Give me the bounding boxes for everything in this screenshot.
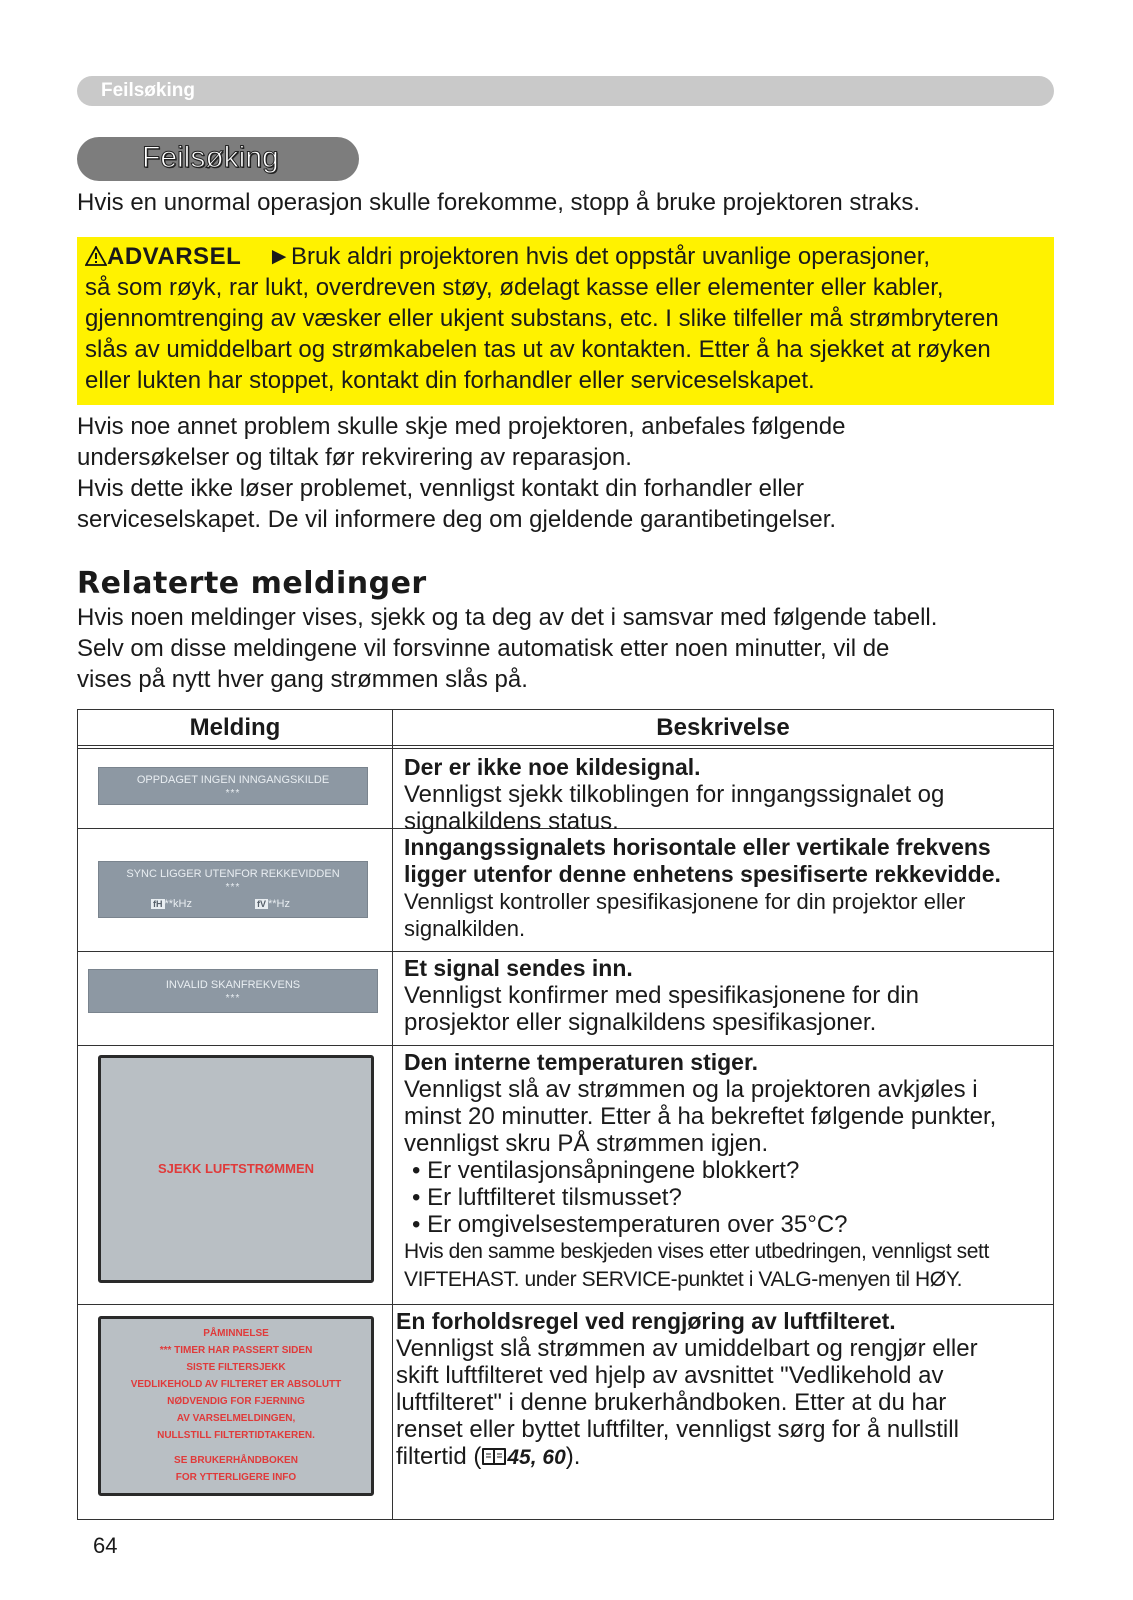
row-divider — [78, 1045, 1053, 1046]
osd-text: SISTE FILTERSJEKK — [186, 1362, 286, 1373]
paragraph-advice-line: serviceselskapet. De vil informere deg om gjeldende garantibetingelser. — [77, 506, 837, 533]
osd-text: AV VARSELMELDINGEN, — [176, 1413, 296, 1424]
warning-triangle-icon — [85, 246, 107, 266]
description-line: Vennligst sjekk tilkoblingen for inngangssignalet og — [404, 781, 945, 808]
description-text: ). — [565, 1443, 581, 1470]
osd-fh-readout — [151, 897, 192, 911]
paragraph-advice — [77, 411, 845, 535]
osd-fv-readout — [255, 897, 290, 911]
bullet-item: • Er ventilasjonsåpningene blokkert? — [412, 1157, 800, 1184]
osd-text: PÅMINNELSE — [203, 1328, 269, 1339]
osd-filter-reminder-screenshot — [98, 1316, 374, 1496]
page-reference-link[interactable]: 45, 60 — [507, 1446, 566, 1469]
warning-text-4: slås av umiddelbart og strømkabelen tas ut av kontakten. Etter å ha sjekket at røyken — [85, 336, 991, 363]
book-reference-icon — [481, 1445, 507, 1467]
warning-label: ADVARSEL — [107, 243, 242, 270]
description-line-with-ref — [396, 1443, 1036, 1471]
description-line: Vennligst slå av strømmen og la projektoren avkjøles i — [404, 1076, 978, 1103]
warning-text-2: så som røyk, rar lukt, overdreven støy, ødelagt kasse eller elementer eller kabler, — [85, 274, 944, 301]
osd-text: **Hz — [268, 898, 291, 910]
bullet-item: • Er luftfilteret tilsmusset? — [412, 1184, 682, 1211]
description-title: En forholdsregel ved rengjøring av luftfilteret. — [396, 1308, 896, 1334]
osd-text: SYNC LIGGER UTENFOR REKKEVIDDEN — [126, 868, 340, 880]
description-text: filtertid ( — [396, 1443, 482, 1470]
warning-text-3: gjennomtrenging av væsker eller ukjent substans, etc. I slike tilfeller må strømbryteren — [85, 305, 999, 332]
osd-text: NØDVENDIG FOR FJERNING — [167, 1396, 305, 1407]
table-header-row — [78, 710, 1053, 746]
osd-text: *** — [225, 993, 241, 1004]
description-line: signalkilden. — [404, 916, 526, 941]
osd-text: **kHz — [164, 898, 193, 910]
description-title: Der er ikke noe kildesignal. — [404, 754, 701, 780]
fv-icon: fV — [257, 899, 266, 909]
running-header-label: Feilsøking — [101, 80, 195, 101]
messages-table — [77, 709, 1054, 1520]
fh-icon: fH — [153, 899, 163, 909]
osd-check-airflow-screenshot — [98, 1055, 374, 1283]
table-row-description — [404, 955, 1044, 1036]
intro-text: Hvis en unormal operasjon skulle forekomme, stopp å bruke projektoren straks. — [77, 189, 921, 216]
table-row-description — [404, 834, 1044, 942]
warning-text-5: eller lukten har stoppet, kontakt din forhandler eller serviceselskapet. — [85, 367, 815, 394]
page-title-pill — [77, 137, 359, 181]
description-line: Vennligst slå strømmen av umiddelbart og rengjør eller — [396, 1335, 978, 1362]
row-divider — [78, 951, 1053, 952]
osd-text: *** TIMER HAR PASSERT SIDEN — [159, 1345, 313, 1356]
osd-text: OPPDAGET INGEN INNGANGSKILDE — [136, 774, 330, 786]
osd-text: SJEKK LUFTSTRØMMEN — [158, 1161, 314, 1176]
description-line: minst 20 minutter. Etter å ha bekreftet følgende punkter, — [404, 1103, 997, 1130]
osd-sync-out-of-range-screenshot — [98, 861, 368, 918]
paragraph-advice-line: Hvis dette ikke løser problemet, vennligst kontakt din forhandler eller — [77, 475, 805, 502]
paragraph-messages-line: Hvis noen meldinger vises, sjekk og ta deg av det i samsvar med følgende tabell. — [77, 604, 938, 631]
paragraph-messages-intro — [77, 602, 937, 695]
osd-text: FOR YTTERLIGERE INFO — [175, 1472, 297, 1483]
column-header-message: Melding — [189, 714, 281, 741]
paragraph-messages-line: vises på nytt hver gang strømmen slås på. — [77, 666, 528, 693]
paragraph-advice-line: undersøkelser og tiltak før rekvirering av reparasjon. — [77, 444, 632, 471]
osd-invalid-scan-screenshot — [88, 969, 378, 1013]
table-row-description — [404, 754, 1044, 835]
osd-text: NULLSTILL FILTERTIDTAKEREN. — [157, 1430, 315, 1441]
warning-line-1 — [85, 241, 1044, 272]
column-header-description: Beskrivelse — [656, 714, 790, 741]
osd-text: *** — [225, 788, 241, 799]
description-title: ligger utenfor denne enhetens spesifiserte rekkevidde. — [404, 861, 1001, 887]
description-title: Den interne temperaturen stiger. — [404, 1049, 759, 1075]
description-line: signalkildens status. — [404, 808, 619, 835]
description-line: skift luftfilteret ved hjelp av avsnittet "Vedlikehold av — [396, 1362, 944, 1389]
page-number: 64 — [93, 1533, 118, 1558]
section-heading: Relaterte meldinger — [77, 566, 427, 601]
osd-text: VEDLIKEHOLD AV FILTERET ER ABSOLUTT — [130, 1379, 342, 1390]
description-line: prosjektor eller signalkildens spesifikasjoner. — [404, 1009, 877, 1036]
description-line: luftfilteret" i denne brukerhåndboken. Etter at du har — [396, 1389, 947, 1416]
description-title: Et signal sendes inn. — [404, 955, 633, 981]
row-divider — [78, 1304, 1053, 1305]
osd-frequency-row — [99, 897, 367, 913]
page-title: Feilsøking — [142, 141, 279, 174]
description-line: Vennligst konfirmer med spesifikasjonene for din — [404, 982, 919, 1009]
description-title: Inngangssignalets horisontale eller vertikale frekvens — [404, 834, 991, 860]
osd-text: SE BRUKERHÅNDBOKEN — [174, 1455, 298, 1466]
description-line: Vennligst kontroller spesifikasjonene for din projektor eller — [404, 889, 966, 914]
warning-text-1: ►Bruk aldri projektoren hvis det oppstår uvanlige operasjoner, — [267, 243, 931, 270]
paragraph-advice-line: Hvis noe annet problem skulle skje med projektoren, anbefales følgende — [77, 413, 846, 440]
paragraph-messages-line: Selv om disse meldingene vil forsvinne automatisk etter noen minutter, vil de — [77, 635, 890, 662]
column-divider — [392, 710, 393, 1519]
description-line: vennligst skru PÅ strømmen igjen. — [404, 1130, 769, 1157]
osd-text: *** — [225, 882, 241, 893]
osd-no-input-screenshot — [98, 767, 368, 805]
running-header — [77, 76, 1054, 106]
description-note: VIFTEHAST. under SERVICE-punktet i VALG-menyen til HØY. — [404, 1268, 963, 1291]
table-row-description — [404, 1049, 1044, 1294]
bullet-item: • Er omgivelsestemperaturen over 35°C? — [412, 1211, 848, 1238]
warning-box — [77, 237, 1054, 405]
osd-text: INVALID SKANFREKVENS — [165, 979, 301, 991]
description-note: Hvis den samme beskjeden vises etter utbedringen, vennligst sett — [404, 1240, 989, 1263]
table-row-description — [396, 1308, 1036, 1471]
description-line: renset eller byttet luftfilter, vennligst sørg for å nullstill — [396, 1416, 959, 1443]
